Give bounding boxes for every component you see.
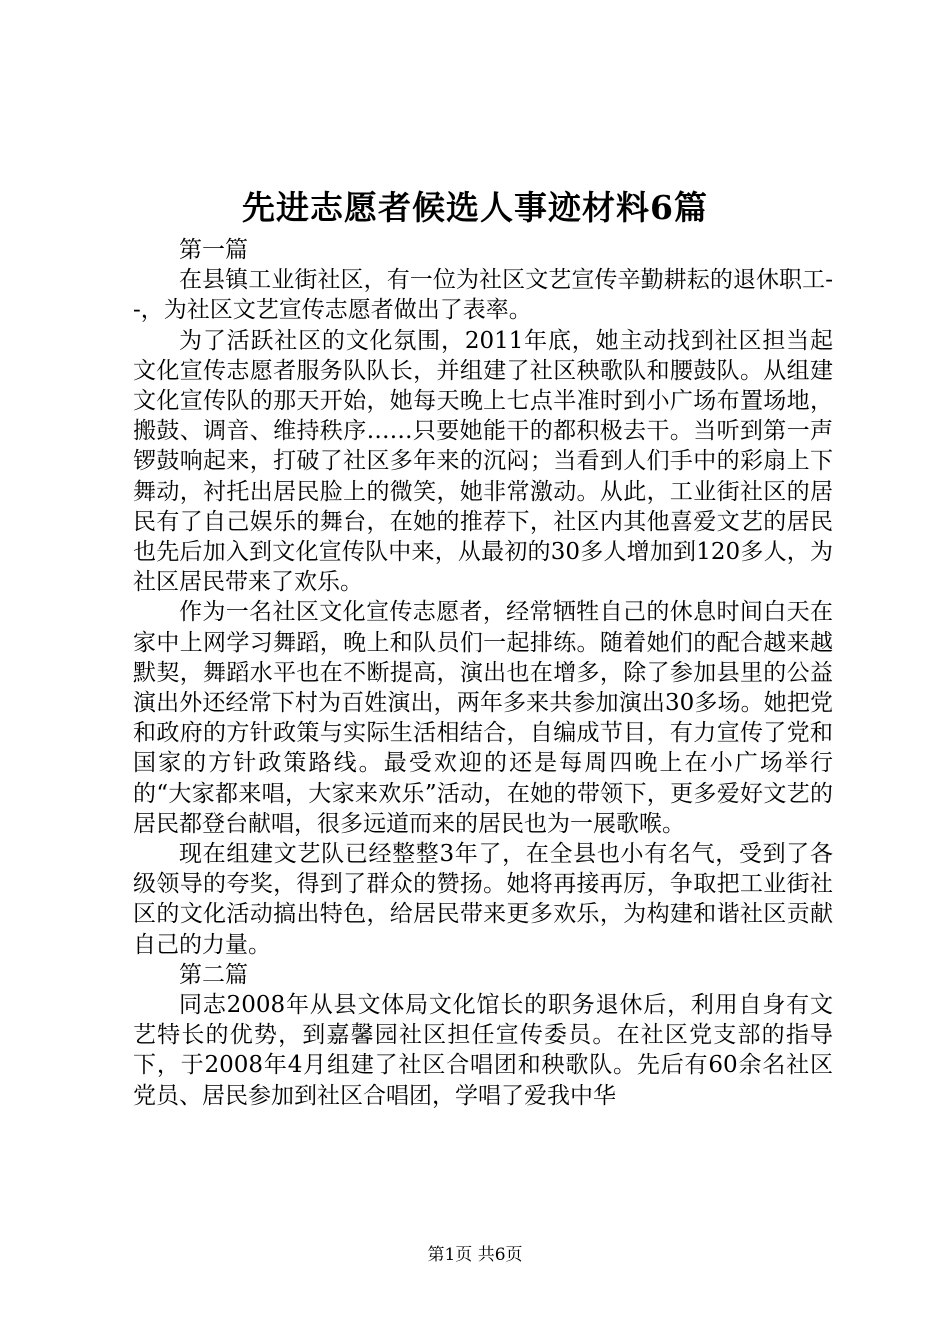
document-body (133, 235, 833, 1111)
document-title: 先进志愿者候选人事迹材料6篇 (242, 188, 708, 227)
section-heading: 第二篇 (179, 961, 248, 988)
section-heading: 第一篇 (179, 237, 248, 263)
paragraph: 在县镇工业街社区，有一位为社区文艺宣传辛勤耕耘的退休职工--，为社区文艺宣传志愿者做出了表率。 (133, 267, 833, 324)
page-footer: 第1页 共6页 (427, 1245, 523, 1265)
paragraph: 作为一名社区文化宣传志愿者，经常牺牲自己的休息时间白天在家中上网学习舞蹈，晚上和队员们一起排练。随着她们的配合越来越默契，舞蹈水平也在不断提高，演出也在增多，除了参加县里的公益演出外还经常下村为百姓演出，两年多来共参加演出30多场。她把党和政府的方针政策与实际生活相结合，自编成节目，有力宣传了党和国家的方针政策路线。最受欢迎的还是每周四晚上在小广场举行的“大家都来唱，大家来欢乐”活动，在她的带领下，更多爱好文艺的居民都登台献唱，很多远道而来的居民也为一展歌喉。 (133, 599, 833, 837)
paragraph: 为了活跃社区的文化氛围，2011年底，她主动找到社区担当起文化宣传志愿者服务队队长，并组建了社区秧歌队和腰鼓队。从组建文化宣传队的那天开始，她每天晚上七点半准时到小广场布置场地，搬鼓、调音、维持秩序……只要她能干的都积极去干。当听到第一声锣鼓响起来，打破了社区多年来的沉闷；当看到人们手中的彩扇上下舞动，衬托出居民脸上的微笑，她非常激动。从此，工业街社区的居民有了自己娱乐的舞台，在她的推荐下，社区内其他喜爱文艺的居民也先后加入到文化宣传队中来，从最初的30多人增加到120多人，为社区居民带来了欢乐。 (133, 327, 833, 596)
paragraph: 同志2008年从县文体局文化馆长的职务退休后，利用自身有文艺特长的优势，到嘉馨园社区担任宣传委员。在社区党支部的指导下，于2008年4月组建了社区合唱团和秧歌队。先后有60余名社区党员、居民参加到社区合唱团，学唱了爱我中华 (133, 992, 833, 1109)
paragraph: 现在组建文艺队已经整整3年了，在全县也小有名气，受到了各级领导的夸奖，得到了群众的赞扬。她将再接再厉，争取把工业街社区的文化活动搞出特色，给居民带来更多欢乐，为构建和谐社区贡献自己的力量。 (133, 841, 833, 958)
